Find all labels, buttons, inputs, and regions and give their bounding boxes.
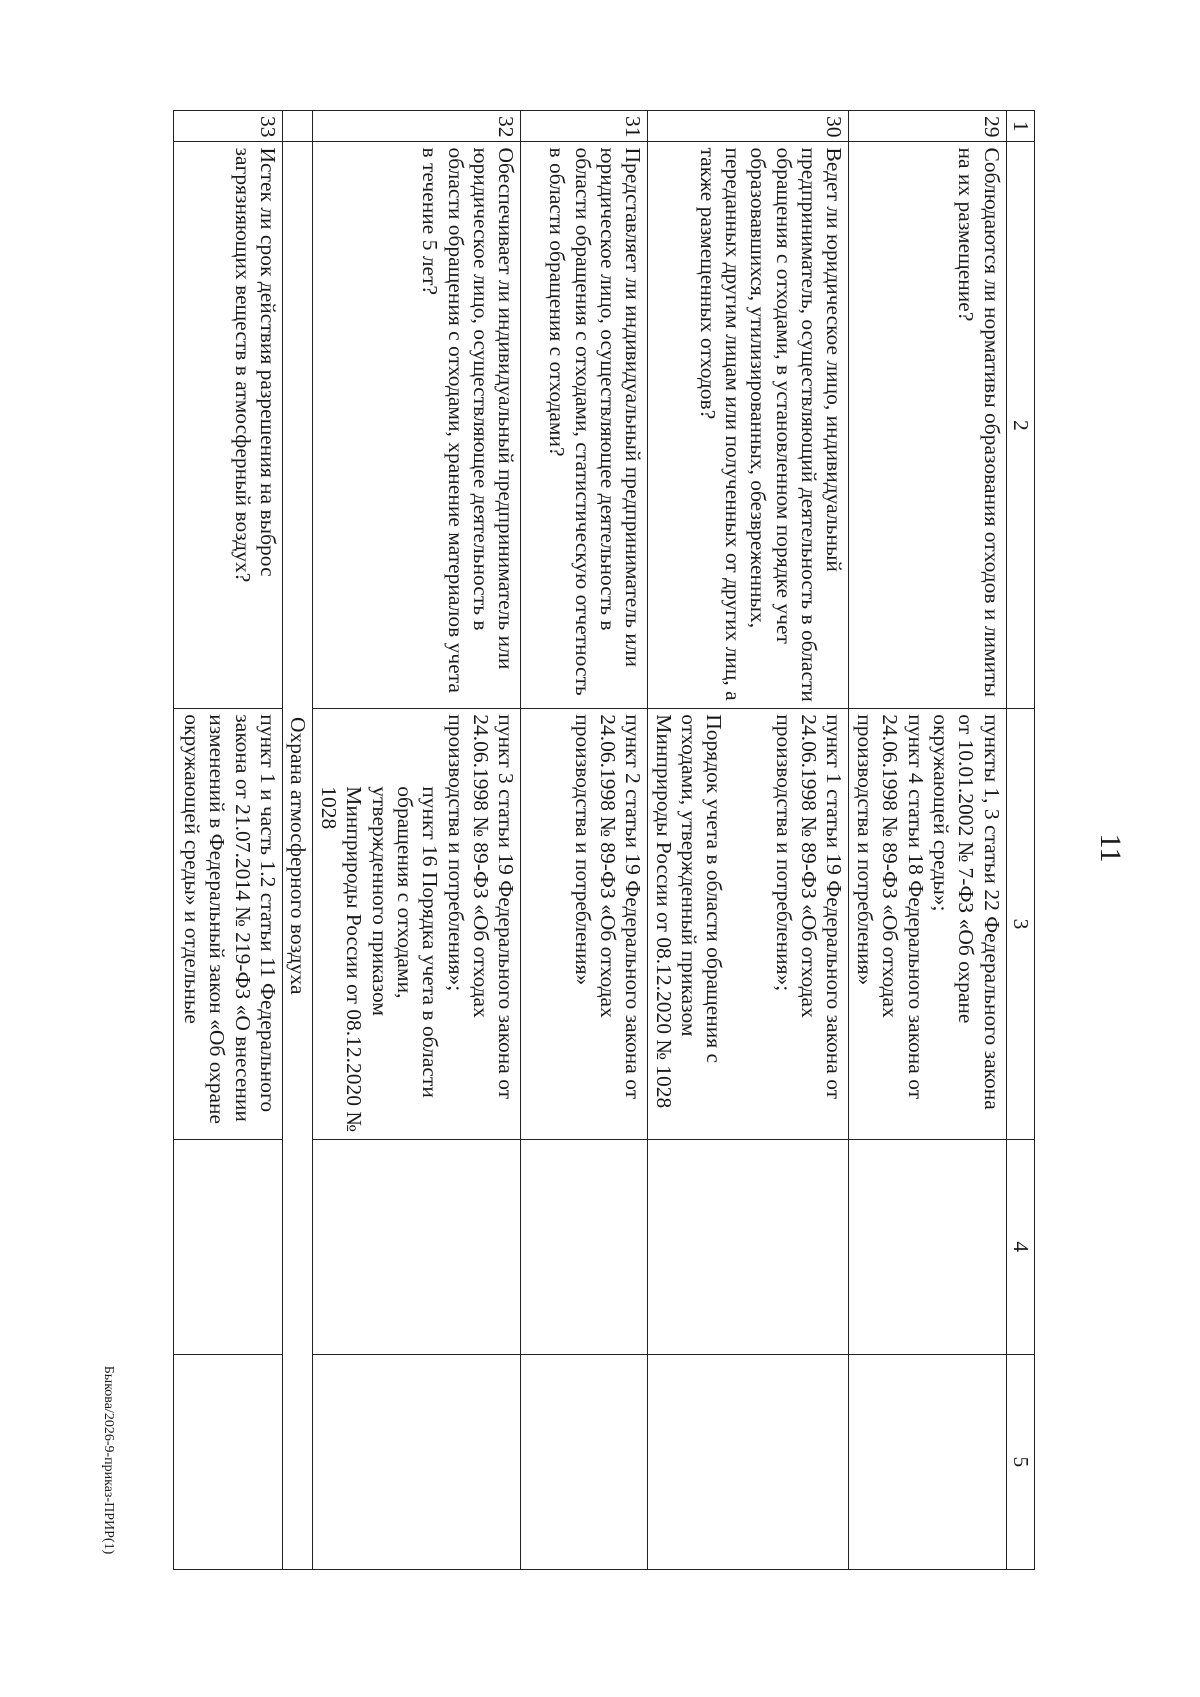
question-cell: Ведет ли юридическое лицо, индивидуальный предприниматель, осуществляющий деятельность в области обращения с отходами, в установленном порядке учет образовавшихся, утилизированных, обезвреженных, переданных другим лицам или полученных от других лиц, а также размещенных отходов? (648, 142, 849, 709)
reference-text: пункт 1 статьи 19 Федерального закона от 24.06.1998 № 89-ФЗ «Об отходах производства и потребления»; (771, 714, 847, 1100)
header-cell-4: 4 (1006, 1139, 1034, 1354)
header-cell-3: 3 (1006, 709, 1034, 1139)
reference-text: пункт 2 статьи 19 Федерального закона от 24.06.1998 № 89-ФЗ «Об отходах производства и потребления» (570, 714, 646, 1100)
header-cell-2: 2 (1006, 142, 1034, 709)
notes-cell-col5 (648, 1354, 849, 1569)
row-number: 30 (648, 111, 849, 142)
row-number: 33 (174, 111, 283, 142)
section-title: Охрана атмосферного воздуха (283, 142, 313, 1570)
reference-cell (849, 709, 1006, 1139)
row-number: 31 (521, 111, 648, 142)
reference-cell (521, 709, 648, 1139)
notes-cell-col5 (313, 1354, 521, 1569)
reference-text: пункты 1, 3 статьи 22 Федерального закона от 10.01.2002 № 7-ФЗ «Об охране окружающей среды»; (928, 714, 1004, 1110)
row-number: 29 (849, 111, 1006, 142)
reference-cell: пункт 1 и часть 1.2 статьи 11 Федерального закона от 21.07.2014 № 219-ФЗ «О внесении изменений в Федеральный закон «Об охране окружающей среды» и отдельные (174, 709, 283, 1139)
table-row (313, 111, 521, 1570)
question-cell: Обеспечивает ли индивидуальный предприниматель или юридическое лицо, осуществляющее деятельность в области обращения с отходами, хранение материалов учета в течение 5 лет? (313, 142, 521, 709)
table-row (648, 111, 849, 1570)
question-cell: Истек ли срок действия разрешения на выброс загрязняющих веществ в атмосферный воздух? (174, 142, 283, 709)
answer-cell-col4 (313, 1139, 521, 1354)
answer-cell-col4 (174, 1139, 283, 1354)
notes-cell-col5 (521, 1354, 648, 1569)
notes-cell-col5 (849, 1354, 1006, 1569)
answer-cell-col4 (521, 1139, 648, 1354)
rotated-table-area (165, 110, 1035, 1570)
table-sheet (165, 110, 1035, 1570)
reference-cell (648, 709, 849, 1139)
reference-text: пункт 16 Порядка учета в области обращения с отходами, утвержденного приказом Минприроды России от 08.12.2020 № 1028 (316, 786, 443, 1132)
answer-cell-col4 (849, 1139, 1006, 1354)
question-cell: Соблюдаются ли нормативы образования отходов и лимиты на их размещение? (849, 142, 1006, 709)
table-row (521, 111, 648, 1570)
answer-cell-col4 (648, 1139, 849, 1354)
table-row (174, 111, 283, 1570)
header-cell-5: 5 (1006, 1354, 1034, 1569)
section-spacer-cell (283, 111, 313, 142)
footer-filename: Быкова/2026-9-приказ-ПРИР(1) (101, 1365, 116, 1555)
table-header-row (1006, 111, 1034, 1570)
header-cell-1: 1 (1006, 111, 1034, 142)
reference-text: пункт 4 статьи 18 Федерального закона от 24.06.1998 № 89-ФЗ «Об отходах производства и потребления» (852, 714, 928, 1100)
reference-text: Порядок учета в области обращения с отходами, утвержденный приказом Минприроды России от 08.12.2020 № 1028 (651, 714, 727, 1109)
section-row (283, 111, 313, 1570)
page-number: 11 (1094, 833, 1127, 863)
notes-cell-col5 (174, 1354, 283, 1569)
table-row (849, 111, 1006, 1570)
row-number: 32 (313, 111, 521, 142)
checklist-table (173, 110, 1035, 1570)
question-cell: Представляет ли индивидуальный предприниматель или юридическое лицо, осуществляющее деятельность в области обращения с отходами, статистическую отчетность в области обращения с отходами? (521, 142, 648, 709)
reference-text: пункт 3 статьи 19 Федерального закона от 24.06.1998 № 89-ФЗ «Об отходах производства и потребления»; (443, 714, 519, 1100)
reference-cell (313, 709, 521, 1139)
